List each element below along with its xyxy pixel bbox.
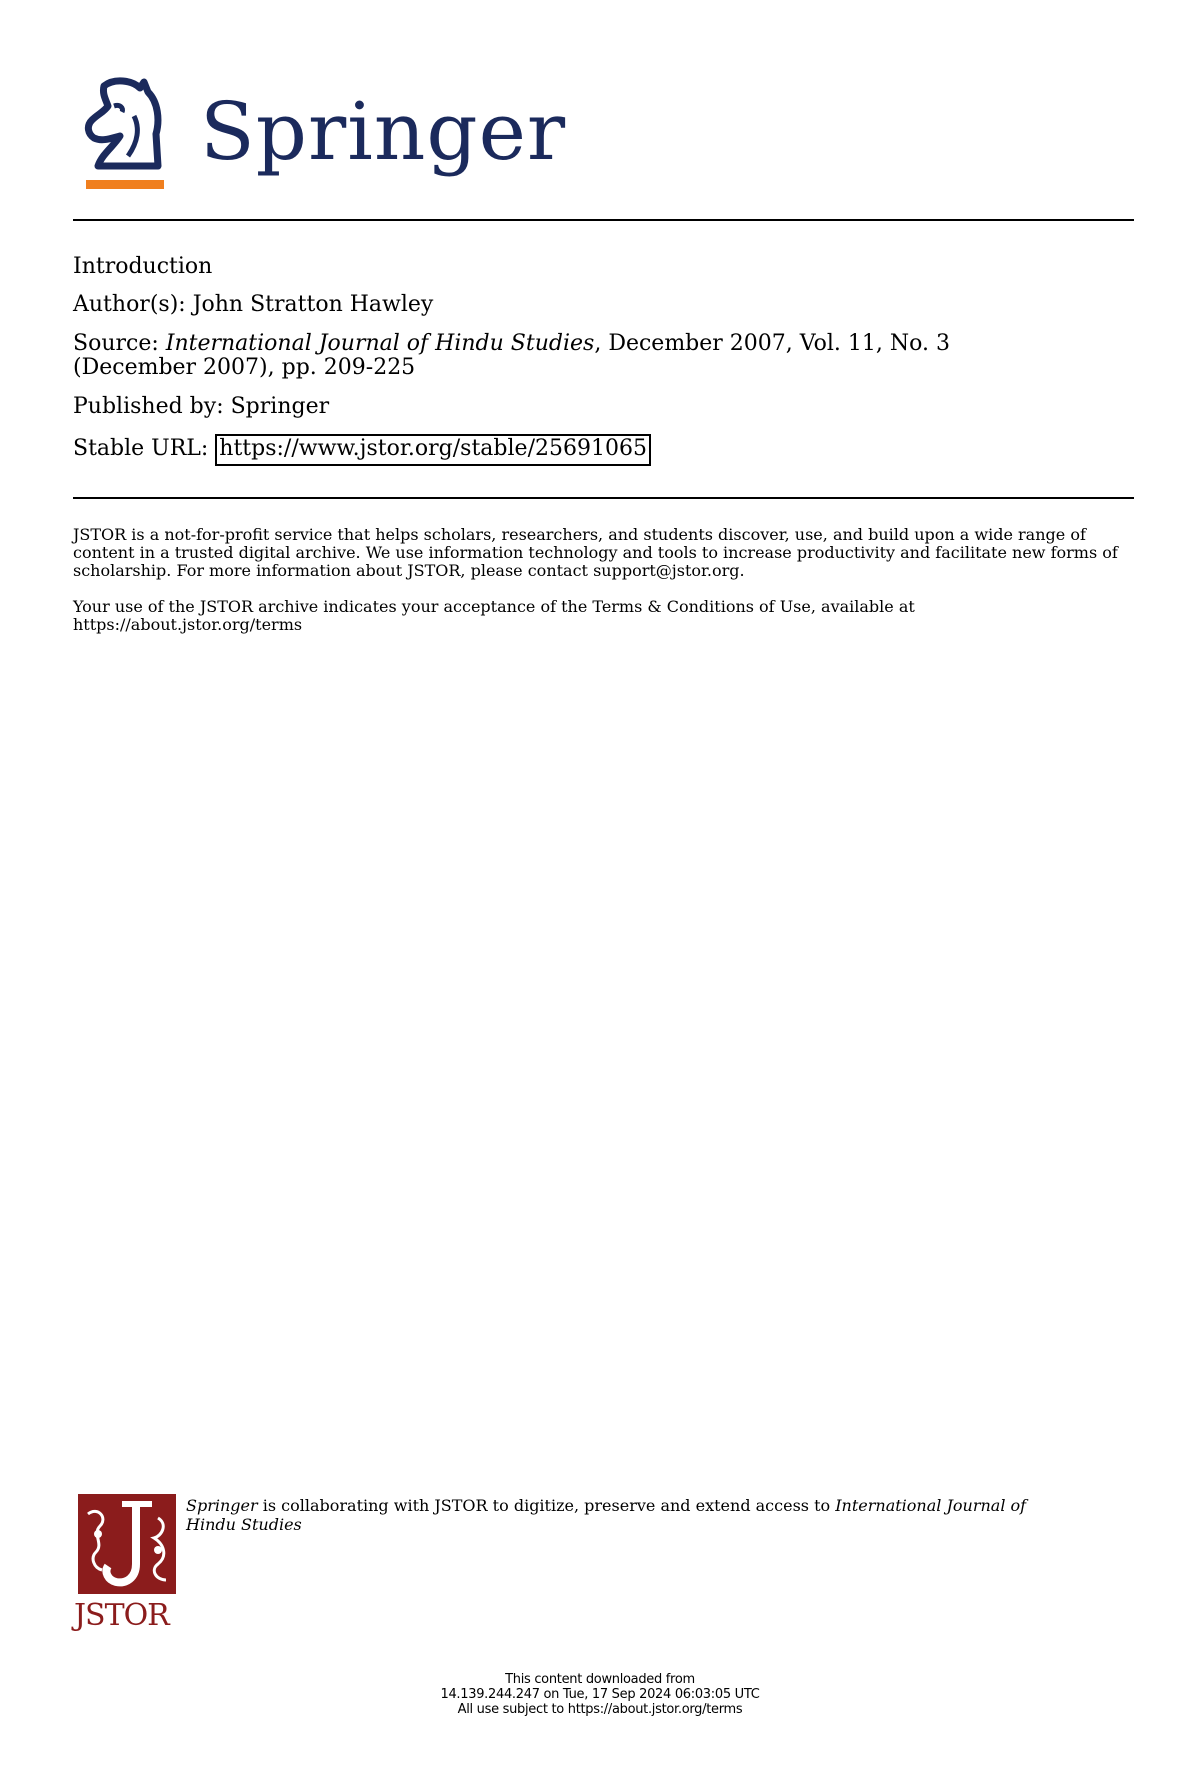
authors-value: John Stratton Hawley — [192, 292, 434, 317]
knight-horse-icon — [74, 76, 174, 196]
stable-url-label: Stable URL: — [73, 436, 209, 461]
springer-logo — [70, 72, 567, 202]
publisher-line — [73, 396, 1134, 418]
stable-url-link[interactable]: https://www.jstor.org/stable/25691065 — [215, 434, 651, 466]
footer-line-2: 14.139.244.247 on Tue, 17 Sep 2024 06:03:05 UTC — [440, 1687, 760, 1702]
collaboration-block — [74, 1494, 1138, 1634]
jstor-wordmark: JSTOR — [74, 1598, 169, 1633]
terms-link[interactable]: https://about.jstor.org/terms — [73, 615, 303, 634]
source-details: , December 2007, Vol. 11, No. 3 — [594, 331, 950, 356]
footer-line-1: This content downloaded from — [505, 1672, 695, 1687]
springer-wordmark: Springer — [200, 85, 567, 178]
article-metadata — [73, 256, 1134, 482]
article-title: Introduction — [73, 254, 213, 279]
top-divider — [73, 219, 1134, 221]
collaboration-publisher: Springer — [186, 1496, 258, 1515]
notice-paragraph-1: JSTOR is a not-for-profit service that helps scholars, researchers, and students discover, use, and build upon a wide range of content in a trusted digital archive. We use information technology and tools to increase productivity and facilitate new forms of scholarship. For more information about JSTOR, please contact support@jstor.org. — [73, 525, 1118, 580]
authors-line — [73, 294, 1134, 316]
collaboration-journal: International Journal of Hindu Studies — [186, 1496, 1027, 1534]
jstor-notice — [73, 526, 1134, 652]
terms-text: Your use of the JSTOR archive indicates your acceptance of the Terms & Conditions of Use, available at — [73, 597, 915, 616]
footer-line-3: All use subject to https://about.jstor.org/terms — [457, 1702, 743, 1717]
jstor-emblem-icon — [78, 1494, 176, 1594]
stable-url-line — [73, 434, 1134, 466]
source-label: Source: — [73, 331, 159, 356]
collaboration-sentence: is collaborating with JSTOR to digitize, preserve and extend access to — [257, 1496, 836, 1515]
notice-paragraph-2 — [73, 598, 1134, 634]
source-details-2: (December 2007), pp. 209-225 — [73, 355, 416, 380]
collaboration-text — [186, 1496, 1036, 1534]
middle-divider — [73, 497, 1134, 499]
authors-label: Author(s): — [73, 292, 186, 317]
download-footer — [0, 1672, 1200, 1717]
source-line — [73, 332, 1134, 380]
publisher-value: Springer — [230, 394, 330, 419]
published-label: Published by: — [73, 394, 224, 419]
journal-name: International Journal of Hindu Studies — [165, 331, 595, 356]
